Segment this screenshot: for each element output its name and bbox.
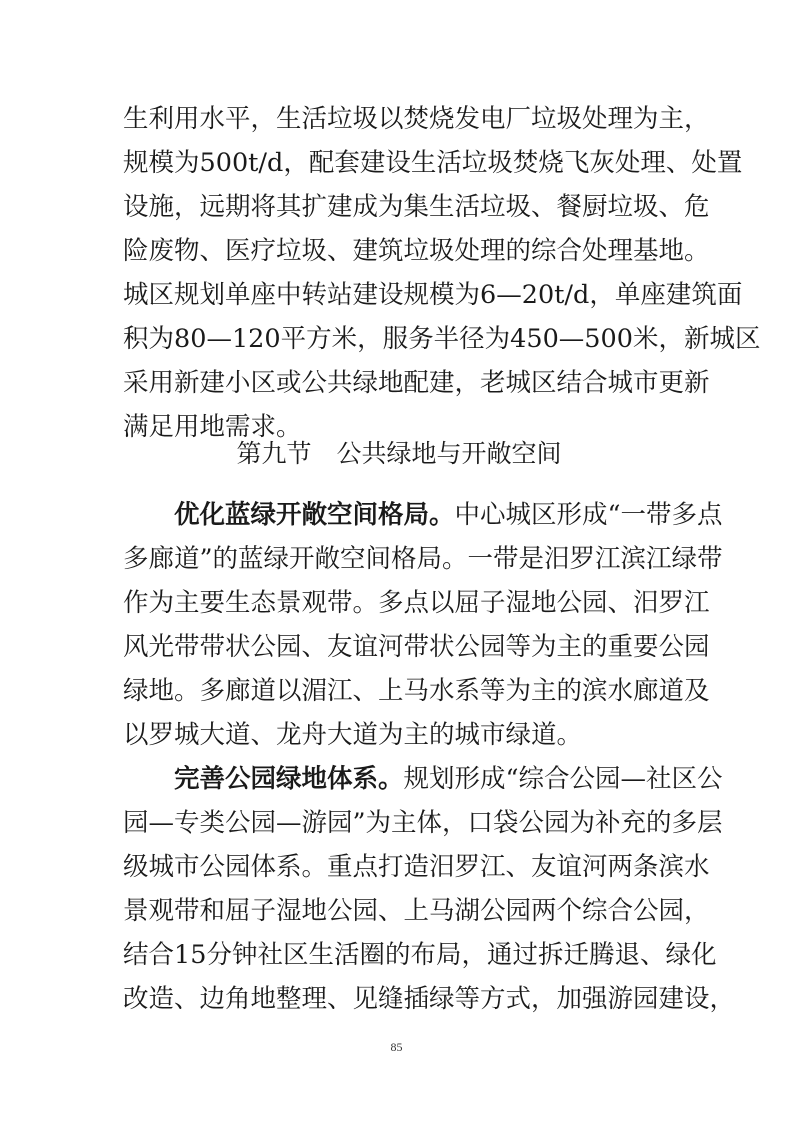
- section-heading: 第九节 公共绿地与开敞空间: [236, 439, 562, 468]
- para2-first-line-rest: 中心城区形成“一带多点: [454, 500, 723, 530]
- para2-line-1: [174, 498, 723, 532]
- para1-line-5: 城区规划单座中转站建设规模为6—20t/d，单座建筑面: [123, 280, 743, 310]
- para3-first-line-rest: 规划形成“综合公园—社区公: [403, 764, 723, 794]
- para1-line-7: 采用新建小区或公共绿地配建，老城区结合城市更新: [123, 368, 710, 398]
- para3-line-2: 园—专类公园—游园”为主体，口袋公园为补充的多层: [123, 808, 723, 838]
- para1-line-3: 设施，远期将其扩建成为集生活垃圾、餐厨垃圾、危: [123, 192, 710, 222]
- para2-lead: 优化蓝绿开敞空间格局。: [174, 500, 455, 530]
- para2-line-3: 作为主要生态景观带。多点以屈子湿地公园、汨罗江: [123, 588, 710, 618]
- para3-line-4: 景观带和屈子湿地公园、上马湖公园两个综合公园，: [123, 896, 710, 926]
- para2-line-4: 风光带带状公园、友谊河带状公园等为主的重要公园: [123, 632, 710, 662]
- para1-line-8: 满足用地需求。: [123, 412, 302, 442]
- para3-line-1: [174, 762, 723, 796]
- para3-line-6: 改造、边角地整理、见缝插绿等方式，加强游园建设，: [123, 984, 736, 1014]
- para3-line-5: 结合15分钟社区生活圈的布局，通过拆迁腾退、绿化: [123, 940, 717, 970]
- para2-line-2: 多廊道”的蓝绿开敞空间格局。一带是汨罗江滨江绿带: [123, 544, 723, 574]
- para2-line-5: 绿地。多廊道以湄江、上马水系等为主的滨水廊道及: [123, 676, 710, 706]
- para1-line-1: 生利用水平，生活垃圾以焚烧发电厂垃圾处理为主，: [123, 104, 710, 134]
- page-number: 85: [390, 1040, 403, 1054]
- para2-line-6: 以罗城大道、龙舟大道为主的城市绿道。: [123, 720, 583, 750]
- para1-line-6: 积为80—120平方米，服务半径为450—500米，新城区: [123, 324, 761, 354]
- para1-line-2: 规模为500t/d，配套建设生活垃圾焚烧飞灰处理、处置: [123, 148, 743, 178]
- para3-lead: 完善公园绿地体系。: [174, 764, 404, 794]
- para1-line-4: 险废物、医疗垃圾、建筑垃圾处理的综合处理基地。: [123, 236, 710, 266]
- para3-line-3: 级城市公园体系。重点打造汨罗江、友谊河两条滨水: [123, 852, 710, 882]
